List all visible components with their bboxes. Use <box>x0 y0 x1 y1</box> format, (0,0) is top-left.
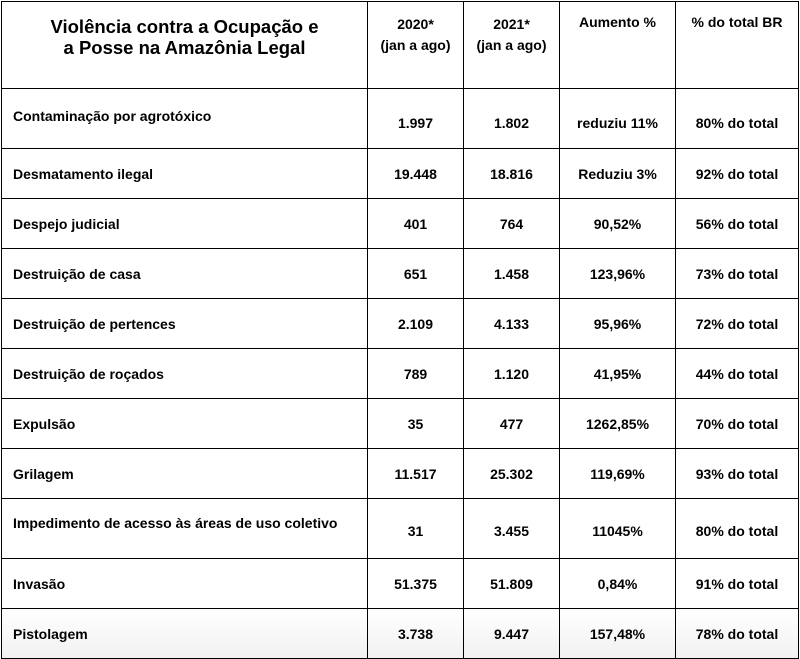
table-title <box>2 2 368 89</box>
cell-2021: 3.455 <box>464 499 560 559</box>
cell-aumento: 41,95% <box>560 349 676 399</box>
row-label: Expulsão <box>2 399 368 449</box>
table-row <box>2 299 799 349</box>
row-label: Impedimento de acesso às áreas de uso coletivo <box>2 499 368 559</box>
cell-2021: 1.458 <box>464 249 560 299</box>
cell-2021: 51.809 <box>464 559 560 609</box>
table-row <box>2 399 799 449</box>
cell-2021: 9.447 <box>464 609 560 659</box>
table-row <box>2 559 799 609</box>
cell-aumento: 123,96% <box>560 249 676 299</box>
cell-2020: 651 <box>368 249 464 299</box>
col-header-aumento: Aumento % <box>560 2 676 89</box>
cell-2021: 1.120 <box>464 349 560 399</box>
row-label: Desmatamento ilegal <box>2 149 368 199</box>
cell-aumento: 11045% <box>560 499 676 559</box>
cell-2020: 11.517 <box>368 449 464 499</box>
table-row <box>2 249 799 299</box>
table-row <box>2 609 799 659</box>
cell-aumento: reduziu 11% <box>560 89 676 149</box>
title-line-2: a Posse na Amazônia Legal <box>63 37 306 58</box>
cell-2020: 51.375 <box>368 559 464 609</box>
header-row <box>2 2 799 89</box>
cell-2021: 477 <box>464 399 560 449</box>
violence-table <box>1 1 799 659</box>
cell-total: 56% do total <box>676 199 799 249</box>
cell-2020: 31 <box>368 499 464 559</box>
cell-2020: 1.997 <box>368 89 464 149</box>
table-row <box>2 89 799 149</box>
col-header-total-br: % do total BR <box>676 2 799 89</box>
cell-total: 73% do total <box>676 249 799 299</box>
cell-total: 80% do total <box>676 499 799 559</box>
cell-aumento: 0,84% <box>560 559 676 609</box>
cell-2020: 35 <box>368 399 464 449</box>
col-header-2020: 2020* (jan a ago) <box>368 2 464 89</box>
cell-total: 93% do total <box>676 449 799 499</box>
table-row <box>2 449 799 499</box>
cell-aumento: 90,52% <box>560 199 676 249</box>
cell-total: 72% do total <box>676 299 799 349</box>
table-row <box>2 149 799 199</box>
cell-total: 70% do total <box>676 399 799 449</box>
row-label: Grilagem <box>2 449 368 499</box>
cell-2020: 401 <box>368 199 464 249</box>
title-line-1: Violência contra a Ocupação e <box>50 16 319 37</box>
cell-2020: 789 <box>368 349 464 399</box>
cell-aumento: 95,96% <box>560 299 676 349</box>
row-label: Invasão <box>2 559 368 609</box>
table-row <box>2 199 799 249</box>
cell-total: 91% do total <box>676 559 799 609</box>
cell-2020: 3.738 <box>368 609 464 659</box>
cell-2021: 1.802 <box>464 89 560 149</box>
row-label: Destruição de pertences <box>2 299 368 349</box>
cell-total: 78% do total <box>676 609 799 659</box>
cell-aumento: 157,48% <box>560 609 676 659</box>
table-row <box>2 499 799 559</box>
row-label: Despejo judicial <box>2 199 368 249</box>
cell-2020: 19.448 <box>368 149 464 199</box>
cell-total: 92% do total <box>676 149 799 199</box>
col-header-2021: 2021* (jan a ago) <box>464 2 560 89</box>
cell-aumento: 119,69% <box>560 449 676 499</box>
cell-aumento: Reduziu 3% <box>560 149 676 199</box>
row-label: Destruição de casa <box>2 249 368 299</box>
cell-2021: 25.302 <box>464 449 560 499</box>
cell-aumento: 1262,85% <box>560 399 676 449</box>
row-label: Contaminação por agrotóxico <box>2 89 368 149</box>
table-row <box>2 349 799 399</box>
cell-2021: 18.816 <box>464 149 560 199</box>
cell-total: 80% do total <box>676 89 799 149</box>
cell-2020: 2.109 <box>368 299 464 349</box>
row-label: Pistolagem <box>2 609 368 659</box>
cell-2021: 764 <box>464 199 560 249</box>
row-label: Destruição de roçados <box>2 349 368 399</box>
cell-2021: 4.133 <box>464 299 560 349</box>
cell-total: 44% do total <box>676 349 799 399</box>
